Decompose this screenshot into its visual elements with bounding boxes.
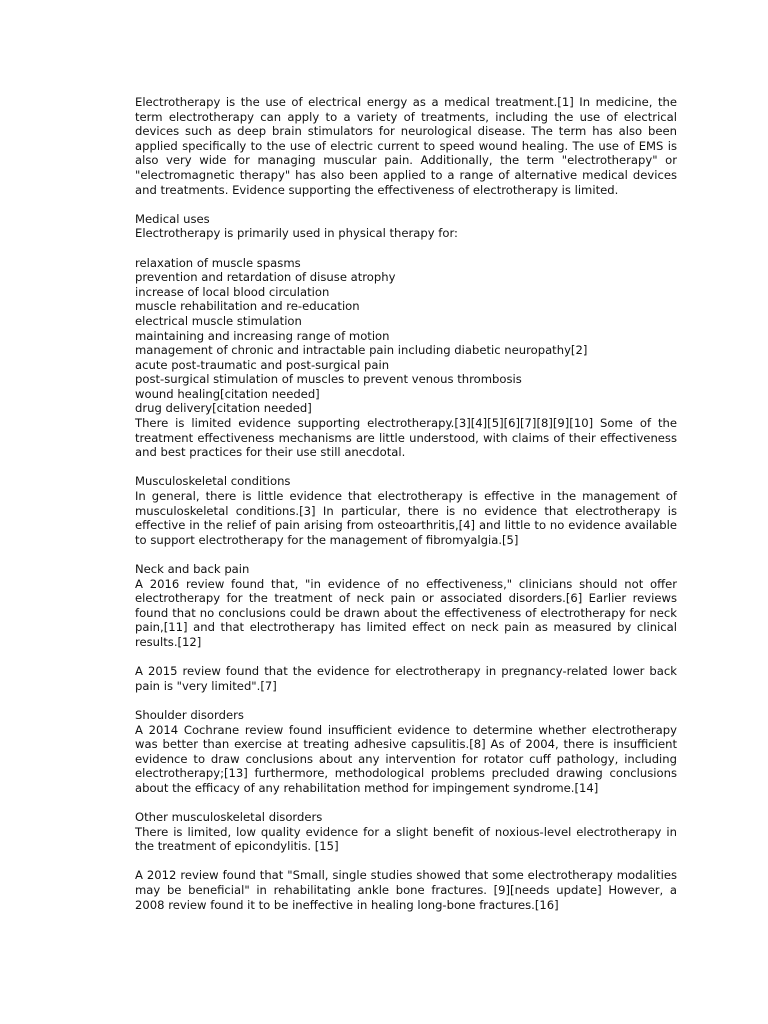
paragraph-gap — [135, 241, 677, 256]
medical-uses-lead: Electrotherapy is primarily used in physical therapy for: — [135, 226, 458, 241]
list-item: electrical muscle stimulation — [135, 313, 302, 328]
list-item: drug delivery[citation needed] — [135, 401, 312, 416]
paragraph-gap — [135, 460, 677, 475]
paragraph-gap — [135, 693, 677, 708]
other-paragraph-1: There is limited, low quality evidence for a slight benefit of noxious-level electrotherapy in the treatment of epicondylitis. [15] — [135, 824, 677, 854]
list-item: post-surgical stimulation of muscles to prevent venous thrombosis — [135, 372, 522, 387]
medical-uses-heading: Medical uses — [135, 211, 210, 226]
musculoskeletal-heading: Musculoskeletal conditions — [135, 474, 291, 489]
paragraph-gap — [135, 547, 677, 562]
list-item: management of chronic and intractable pain including diabetic neuropathy[2] — [135, 343, 588, 358]
paragraph-gap — [135, 854, 677, 869]
other-paragraph-2: A 2012 review found that "Small, single studies showed that some electrotherapy modalities may be beneficial" in rehabilitating ankle bone fractures. [9][needs update] However, a 2008 review found it to be ineffective in healing long-bone fractures.[16] — [135, 868, 677, 912]
intro-paragraph: Electrotherapy is the use of electrical energy as a medical treatment.[1] In medicine, the term electrotherapy can apply to a variety of treatments, including the use of electrical devices such as deep brain stimulators for neurological disease. The term has also been applied specifically to the use of electric current to speed wound healing. The use of EMS is also very wide for managing muscular pain. Additionally, the term "electrotherapy" or "electromagnetic therapy" has also been applied to a range of alternative medical devices and treatments. Evidence supporting the effectiveness of electrotherapy is limited. — [135, 95, 677, 197]
other-heading: Other musculoskeletal disorders — [135, 810, 323, 825]
neck-back-heading: Neck and back pain — [135, 562, 250, 576]
paragraph-gap — [135, 197, 677, 212]
list-item: relaxation of muscle spasms — [135, 255, 301, 270]
paragraph-gap — [135, 650, 677, 665]
list-item: wound healing[citation needed] — [135, 386, 320, 401]
shoulder-heading: Shoulder disorders — [135, 707, 244, 722]
list-item: prevention and retardation of disuse atrophy — [135, 270, 396, 285]
document-page — [135, 95, 677, 912]
neck-back-paragraph-1: A 2016 review found that, "in evidence of no effectiveness," clinicians should not offer electrotherapy for the treatment of neck pain or associated disorders.[6] Earlier reviews found that no conclusions could be drawn about the effectiveness of electrotherapy for neck pain,[11] and that electrotherapy has limited effect on neck pain as measured by clinical results.[12] — [135, 576, 677, 649]
shoulder-paragraph: A 2014 Cochrane review found insufficient evidence to determine whether electrotherapy was better than exercise at treating adhesive capsulitis.[8] As of 2004, there is insufficient evidence to draw conclusions about any intervention for rotator cuff pathology, including electrotherapy;[13] furthermore, methodological problems precluded drawing conclusions about the efficacy of any rehabilitation method for impingement syndrome.[14] — [135, 722, 677, 795]
list-item: maintaining and increasing range of motion — [135, 328, 390, 343]
medical-uses-list — [135, 256, 677, 417]
paragraph-gap — [135, 796, 677, 811]
list-item: acute post-traumatic and post-surgical pain — [135, 357, 390, 372]
musculoskeletal-paragraph: In general, there is little evidence that electrotherapy is effective in the management of musculoskeletal conditions.[3] In particular, there is no evidence that electrotherapy is effective in the relief of pain arising from osteoarthritis,[4] and little to no evidence available to support electrotherapy for the management of fibromyalgia.[5] — [135, 489, 677, 547]
medical-uses-closing: There is limited evidence supporting electrotherapy.[3][4][5][6][7][8][9][10] Some of the treatment effectiveness mechanisms are little understood, with claims of their effectiveness and best practices for their use still anecdotal. — [135, 416, 677, 460]
list-item: muscle rehabilitation and re-education — [135, 299, 360, 314]
list-item: increase of local blood circulation — [135, 284, 330, 299]
neck-back-paragraph-2: A 2015 review found that the evidence for electrotherapy in pregnancy-related lower back pain is "very limited".[7] — [135, 664, 677, 693]
